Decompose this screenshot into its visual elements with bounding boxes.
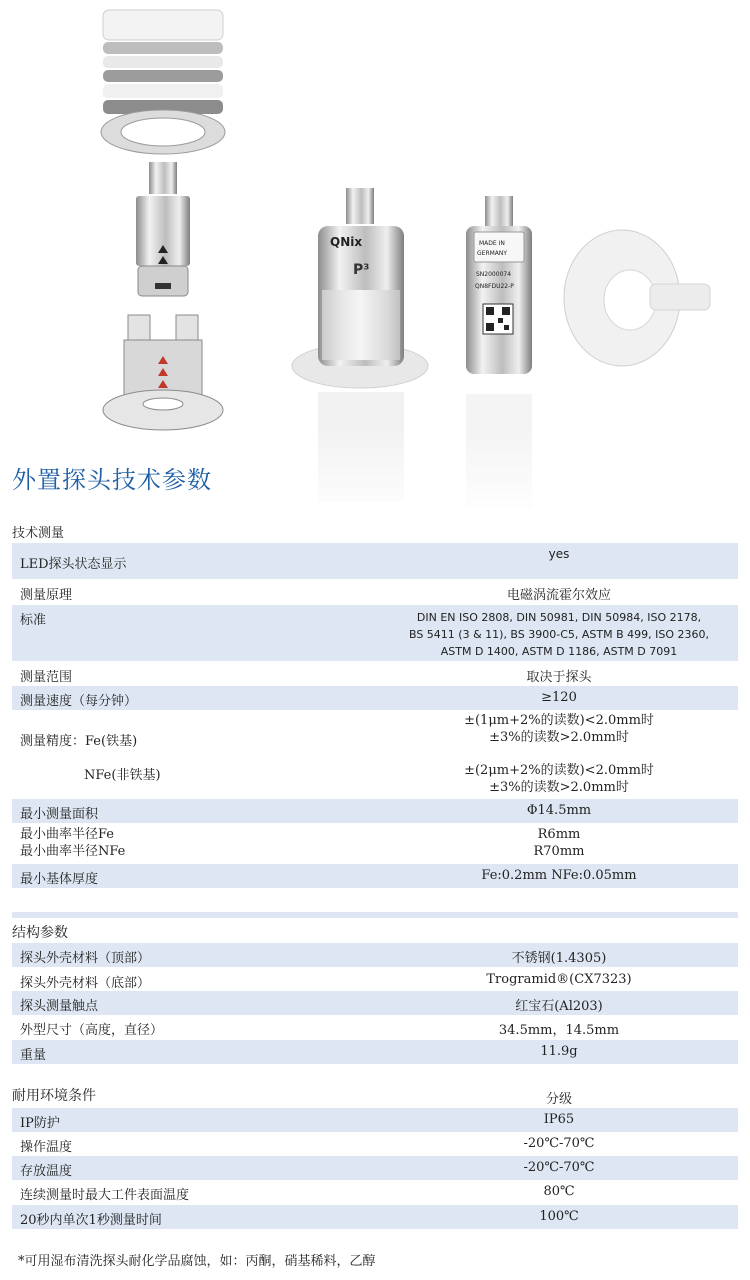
serial-label: SN2000074 xyxy=(476,271,512,278)
p3-label: P³ xyxy=(353,262,370,278)
table-row xyxy=(12,943,738,967)
table-row xyxy=(12,1040,738,1064)
row-value: yes xyxy=(548,547,570,561)
standard-line: ASTM D 1400, ASTM D 1186, ASTM D 7091 xyxy=(440,645,678,658)
table-row xyxy=(12,1156,738,1180)
row-value xyxy=(380,712,738,746)
row-value: 取决于探头 xyxy=(526,670,592,685)
row-label: 探头外壳材料（顶部） xyxy=(20,951,151,966)
row-value: IP65 xyxy=(543,1112,575,1127)
row-label: 操作温度 xyxy=(20,1140,73,1155)
table-row xyxy=(12,712,738,798)
row-label: 连续测量时最大工件表面温度 xyxy=(20,1188,190,1203)
page-title: 外置探头技术参数 xyxy=(12,466,212,494)
row-value: -20℃-70℃ xyxy=(523,1136,595,1151)
row-label: 20秒内单次1秒测量时间 xyxy=(20,1213,162,1228)
row-value: Φ14.5mm xyxy=(526,803,592,818)
table-row xyxy=(12,580,738,604)
env-section-title: 耐用环境条件 xyxy=(12,1088,96,1104)
row-value xyxy=(380,762,738,796)
label-line: 最小曲率半径Fe xyxy=(20,827,115,842)
row-label: 测量精度：Fe(铁基) xyxy=(20,734,138,749)
table-row xyxy=(12,605,738,661)
row-value: 不锈钢(1.4305) xyxy=(511,951,607,966)
value-line: ±(2μm+2%的读数)<2.0mm时 xyxy=(464,763,654,778)
germany-label: GERMANY xyxy=(477,250,508,257)
table-row xyxy=(12,1108,738,1132)
made-in-label: MADE IN xyxy=(479,240,505,247)
row-label: 存放温度 xyxy=(20,1164,73,1179)
row-value: 11.9g xyxy=(540,1044,578,1059)
tech-section-title: 技术测量 xyxy=(12,526,65,541)
value-line: ±3%的读数>2.0mm时 xyxy=(489,780,629,795)
standard-line: BS 5411 (3 & 11), BS 3900-C5, ASTM B 499, ISO 2360, xyxy=(408,628,710,641)
row-value: Fe:0.2mm NFe:0.05mm xyxy=(481,868,637,883)
table-row xyxy=(12,1205,738,1229)
value-line: ±(1μm+2%的读数)<2.0mm时 xyxy=(464,713,654,728)
value-line: R70mm xyxy=(533,844,585,859)
footnote: *可用湿布清洗探头耐化学品腐蚀，如：丙酮，硝基稀料，乙醇 xyxy=(18,1254,376,1269)
row-label: IP防护 xyxy=(20,1116,60,1131)
row-label: 最小测量面积 xyxy=(20,807,99,822)
row-label: 测量速度（每分钟） xyxy=(20,694,138,709)
row-value: 80℃ xyxy=(543,1184,575,1199)
row-value: 红宝石(Al203) xyxy=(515,999,603,1014)
row-value: 电磁涡流霍尔效应 xyxy=(506,588,611,603)
row-label: 外型尺寸（高度，直径） xyxy=(20,1023,164,1038)
table-row xyxy=(12,968,738,992)
table-row xyxy=(12,1180,738,1204)
row-value: Trogramid®(CX7323) xyxy=(486,972,632,987)
table-row xyxy=(12,799,738,823)
brand-logo: QNix xyxy=(330,235,363,249)
model-label: QN8FDU22-P xyxy=(475,283,514,290)
row-label: LED探头状态显示 xyxy=(20,557,127,572)
row-label: 探头测量触点 xyxy=(20,999,99,1014)
product-hero-image xyxy=(0,0,750,520)
row-value: ≥120 xyxy=(541,690,577,705)
table-row xyxy=(12,991,738,1015)
row-value xyxy=(380,609,738,660)
adapter-disc-photo xyxy=(564,230,710,366)
exploded-view-drawing xyxy=(101,10,225,430)
section-divider xyxy=(12,912,738,918)
row-label: 测量范围 xyxy=(20,670,73,685)
row-label: 重量 xyxy=(20,1048,47,1063)
qr-code-icon xyxy=(483,304,513,334)
table-row xyxy=(12,824,738,862)
row-value: 34.5mm，14.5mm xyxy=(498,1023,620,1038)
row-label: NFe(非铁基) xyxy=(84,768,161,783)
table-row xyxy=(12,543,738,579)
grade-column-header: 分级 xyxy=(545,1092,572,1107)
label-line: 最小曲率半径NFe xyxy=(20,844,126,859)
row-label: 测量原理 xyxy=(20,588,73,603)
table-row xyxy=(12,686,738,710)
row-value: -20℃-70℃ xyxy=(523,1160,595,1175)
struct-section-title: 结构参数 xyxy=(12,925,68,941)
table-row xyxy=(12,1015,738,1039)
row-value xyxy=(380,826,738,860)
row-value: 100℃ xyxy=(539,1209,579,1224)
value-line: ±3%的读数>2.0mm时 xyxy=(489,730,629,745)
table-row xyxy=(12,1132,738,1156)
row-label: 探头外壳材料（底部） xyxy=(20,976,151,991)
row-label: 最小基体厚度 xyxy=(20,872,99,887)
row-label: 标准 xyxy=(20,613,47,628)
row-label xyxy=(20,826,125,860)
standard-line: DIN EN ISO 2808, DIN 50981, DIN 50984, ISO 2178, xyxy=(416,611,702,624)
table-row xyxy=(12,864,738,888)
table-row xyxy=(12,662,738,686)
value-line: R6mm xyxy=(537,827,581,842)
